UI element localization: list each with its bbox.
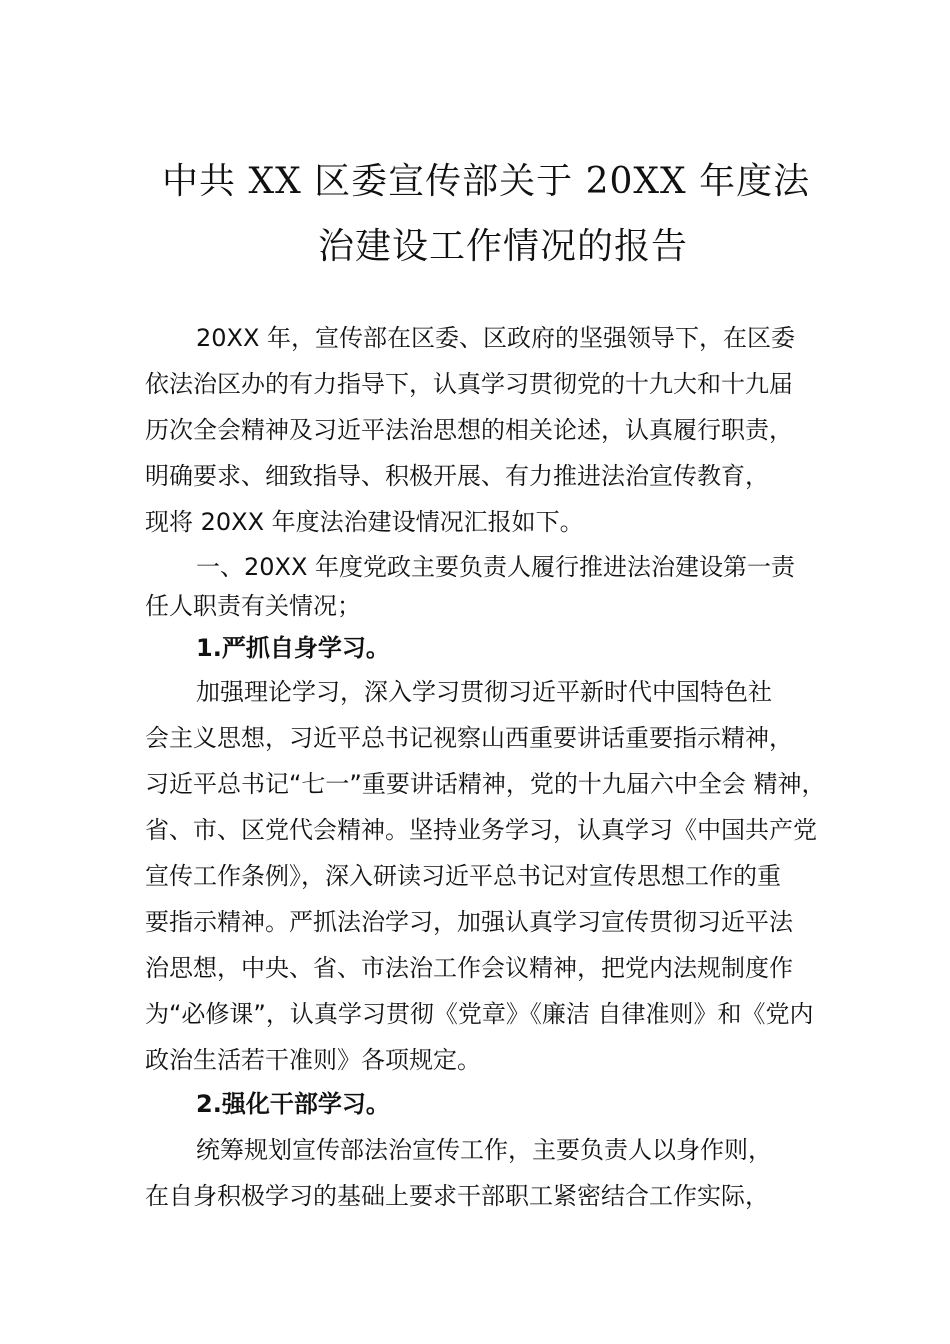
intro-paragraph-line: 现将 20XX 年度法治建设情况汇报如下。 (145, 508, 584, 536)
self-study-paragraph-line: 省、市、区党代会精神。坚持业务学习，认真学习《中国共产党 (145, 816, 817, 844)
self-study-paragraph-line: 习近平总书记“七一”重要讲话精神，党的十九届六中全会 精神， (145, 770, 826, 798)
cadre-study-paragraph-line: 在自身积极学习的基础上要求干部职工紧密结合工作实际， (145, 1182, 769, 1210)
self-study-paragraph-line: 会主义思想，习近平总书记视察山西重要讲话重要指示精神， (145, 724, 793, 752)
self-study-paragraph-line: 为“必修课”，认真学习贯彻《党章》《廉洁 自律准则》和《党内 (145, 1000, 814, 1028)
self-study-paragraph-line: 宣传工作条例》，深入研读习近平总书记对宣传思想工作的重 (145, 862, 781, 890)
intro-paragraph-line: 历次全会精神及习近平法治思想的相关论述，认真履行职责， (145, 416, 793, 444)
intro-paragraph-line: 20XX 年，宣传部在区委、区政府的坚强领导下，在区委 (196, 324, 796, 352)
section-heading-line: 任人职责有关情况； (145, 592, 361, 620)
report-title-line-2: 治建设工作情况的报告 (318, 226, 689, 267)
subheading-self-study: 1.严抓自身学习。 (196, 634, 390, 662)
section-heading-line: 一、20XX 年度党政主要负责人履行推进法治建设第一责 (196, 553, 796, 581)
self-study-paragraph-line: 要指示精神。严抓法治学习，加强认真学习宣传贯彻习近平法 (145, 908, 793, 936)
cadre-study-paragraph-line: 统筹规划宣传部法治宣传工作，主要负责人以身作则， (196, 1136, 772, 1164)
self-study-paragraph-line: 治思想，中央、省、市法治工作会议精神，把党内法规制度作 (145, 954, 793, 982)
report-title-line-1: 中共 XX 区委宣传部关于 20XX 年度法 (162, 161, 811, 202)
self-study-paragraph-line: 政治生活若干准则》各项规定。 (145, 1046, 481, 1074)
subheading-cadre-study: 2.强化干部学习。 (196, 1090, 390, 1118)
self-study-paragraph-line: 加强理论学习，深入学习贯彻习近平新时代中国特色社 (196, 678, 772, 706)
intro-paragraph-line: 依法治区办的有力指导下，认真学习贯彻党的十九大和十九届 (145, 370, 793, 398)
intro-paragraph-line: 明确要求、细致指导、积极开展、有力推进法治宣传教育， (145, 462, 769, 490)
